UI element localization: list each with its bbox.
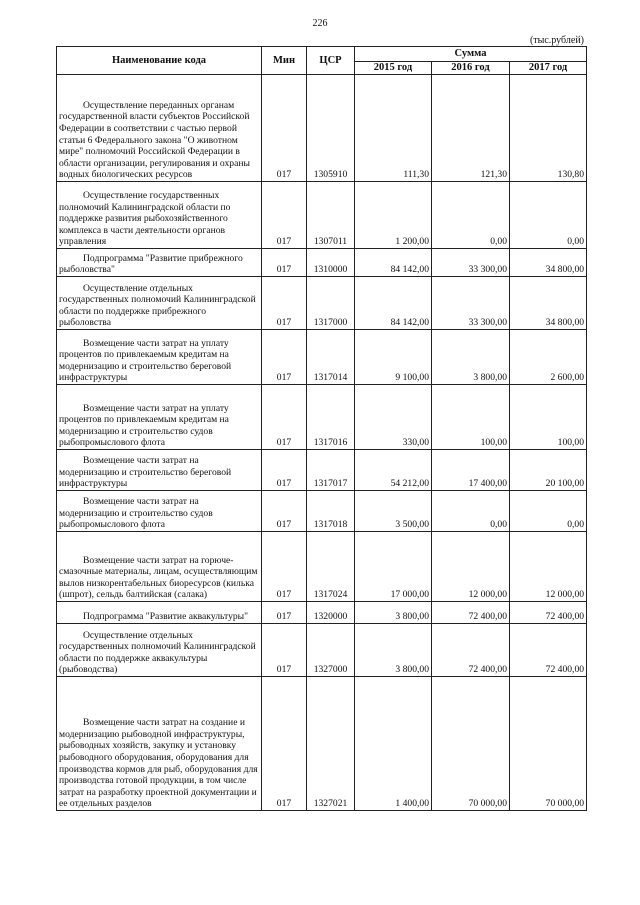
header-name: Наименование кода — [57, 47, 262, 75]
row-min: 017 — [262, 249, 307, 277]
table-row — [57, 602, 587, 624]
row-min: 017 — [262, 277, 307, 330]
row-name: Возмещение части затрат на создание и модернизацию рыбоводной инфраструктуры, рыбоводных хозяйств, закупку и установку рыбоводного оборудования, оборудования для производства кормов для рыб, оборудования для производства готовой продукции, в том числе затрат на разработку проектной документации и ее отдельных разделов — [57, 677, 262, 811]
row-2016: 0,00 — [432, 491, 510, 532]
row-2016: 33 300,00 — [432, 249, 510, 277]
row-2015: 1 400,00 — [355, 677, 432, 811]
row-name: Возмещение части затрат на модернизацию и строительство судов рыбопромыслового флота — [57, 491, 262, 532]
row-2016: 12 000,00 — [432, 532, 510, 602]
row-2015: 111,30 — [355, 75, 432, 182]
row-2015: 3 800,00 — [355, 602, 432, 624]
row-2017: 130,80 — [510, 75, 587, 182]
row-min: 017 — [262, 624, 307, 677]
row-2015: 54 212,00 — [355, 450, 432, 491]
table-header — [57, 47, 587, 75]
row-2016: 121,30 — [432, 75, 510, 182]
row-csr: 1327000 — [307, 624, 355, 677]
row-min: 017 — [262, 491, 307, 532]
header-2017: 2017 год — [510, 62, 587, 75]
table-row — [57, 330, 587, 385]
row-csr: 1310000 — [307, 249, 355, 277]
row-min: 017 — [262, 330, 307, 385]
row-2016: 0,00 — [432, 182, 510, 249]
header-min: Мин — [262, 47, 307, 75]
table-row — [57, 249, 587, 277]
row-name: Возмещение части затрат на модернизацию и строительство береговой инфраструктуры — [57, 450, 262, 491]
row-min: 017 — [262, 450, 307, 491]
row-2017: 20 100,00 — [510, 450, 587, 491]
row-2015: 3 500,00 — [355, 491, 432, 532]
row-name: Осуществление отдельных государственных полномочий Калининградской области по поддержке аквакультуры (рыбоводства) — [57, 624, 262, 677]
header-2015: 2015 год — [355, 62, 432, 75]
row-csr: 1317018 — [307, 491, 355, 532]
row-min: 017 — [262, 182, 307, 249]
row-2017: 72 400,00 — [510, 602, 587, 624]
row-csr: 1317017 — [307, 450, 355, 491]
row-2016: 100,00 — [432, 385, 510, 450]
row-name: Осуществление государственных полномочий Калининградской области по поддержке развития рыбохозяйственного комплекса в части деятельности органов управления — [57, 182, 262, 249]
table-row — [57, 677, 587, 811]
row-name: Возмещение части затрат на уплату процентов по привлекаемым кредитам на модернизацию и строительство береговой инфраструктуры — [57, 330, 262, 385]
budget-table — [56, 46, 587, 811]
row-csr: 1317000 — [307, 277, 355, 330]
row-2015: 84 142,00 — [355, 249, 432, 277]
row-2015: 1 200,00 — [355, 182, 432, 249]
table-row — [57, 75, 587, 182]
row-csr: 1305910 — [307, 75, 355, 182]
units-label: (тыс.рублей) — [529, 35, 584, 46]
row-2017: 34 800,00 — [510, 277, 587, 330]
header-sum: Сумма — [355, 47, 587, 62]
row-2015: 330,00 — [355, 385, 432, 450]
header-csr: ЦСР — [307, 47, 355, 75]
table-row — [57, 532, 587, 602]
table-row — [57, 182, 587, 249]
row-min: 017 — [262, 677, 307, 811]
row-2017: 72 400,00 — [510, 624, 587, 677]
row-2017: 0,00 — [510, 182, 587, 249]
row-name: Возмещение части затрат на горюче-смазочные материалы, лицам, осуществляющим вылов низкорентабельных биоресурсов (килька (шпрот), сельдь балтийская (салака) — [57, 532, 262, 602]
row-2016: 70 000,00 — [432, 677, 510, 811]
page-number: 226 — [312, 18, 328, 29]
table-row — [57, 277, 587, 330]
row-csr: 1307011 — [307, 182, 355, 249]
row-2016: 17 400,00 — [432, 450, 510, 491]
row-name: Возмещение части затрат на уплату процентов по привлекаемым кредитам на модернизацию и строительство судов рыбопромыслового флота — [57, 385, 262, 450]
row-csr: 1317024 — [307, 532, 355, 602]
table-row — [57, 491, 587, 532]
table-row — [57, 624, 587, 677]
row-2015: 17 000,00 — [355, 532, 432, 602]
row-min: 017 — [262, 602, 307, 624]
row-2017: 2 600,00 — [510, 330, 587, 385]
row-name: Осуществление отдельных государственных полномочий Калининградской области по поддержке прибрежного рыболовства — [57, 277, 262, 330]
row-min: 017 — [262, 532, 307, 602]
row-2017: 70 000,00 — [510, 677, 587, 811]
row-2017: 100,00 — [510, 385, 587, 450]
row-2015: 9 100,00 — [355, 330, 432, 385]
row-2016: 72 400,00 — [432, 602, 510, 624]
row-2016: 72 400,00 — [432, 624, 510, 677]
table-row — [57, 450, 587, 491]
row-2017: 12 000,00 — [510, 532, 587, 602]
row-csr: 1327021 — [307, 677, 355, 811]
row-2017: 0,00 — [510, 491, 587, 532]
row-name: Подпрограмма "Развитие прибрежного рыболовства" — [57, 249, 262, 277]
row-2016: 33 300,00 — [432, 277, 510, 330]
row-csr: 1320000 — [307, 602, 355, 624]
row-2015: 3 800,00 — [355, 624, 432, 677]
row-min: 017 — [262, 75, 307, 182]
row-csr: 1317016 — [307, 385, 355, 450]
row-name: Подпрограмма "Развитие аквакультуры" — [57, 602, 262, 624]
row-2017: 34 800,00 — [510, 249, 587, 277]
row-2015: 84 142,00 — [355, 277, 432, 330]
table-row — [57, 385, 587, 450]
row-min: 017 — [262, 385, 307, 450]
row-name: Осуществление переданных органам государственной власти субъектов Российской Федерации в соответствии с частью первой статьи 6 Федерального закона "О животном мире" полномочий Российской Федерации в области организации, регулирования и охраны водных биологических ресурсов — [57, 75, 262, 182]
header-2016: 2016 год — [432, 62, 510, 75]
row-csr: 1317014 — [307, 330, 355, 385]
row-2016: 3 800,00 — [432, 330, 510, 385]
